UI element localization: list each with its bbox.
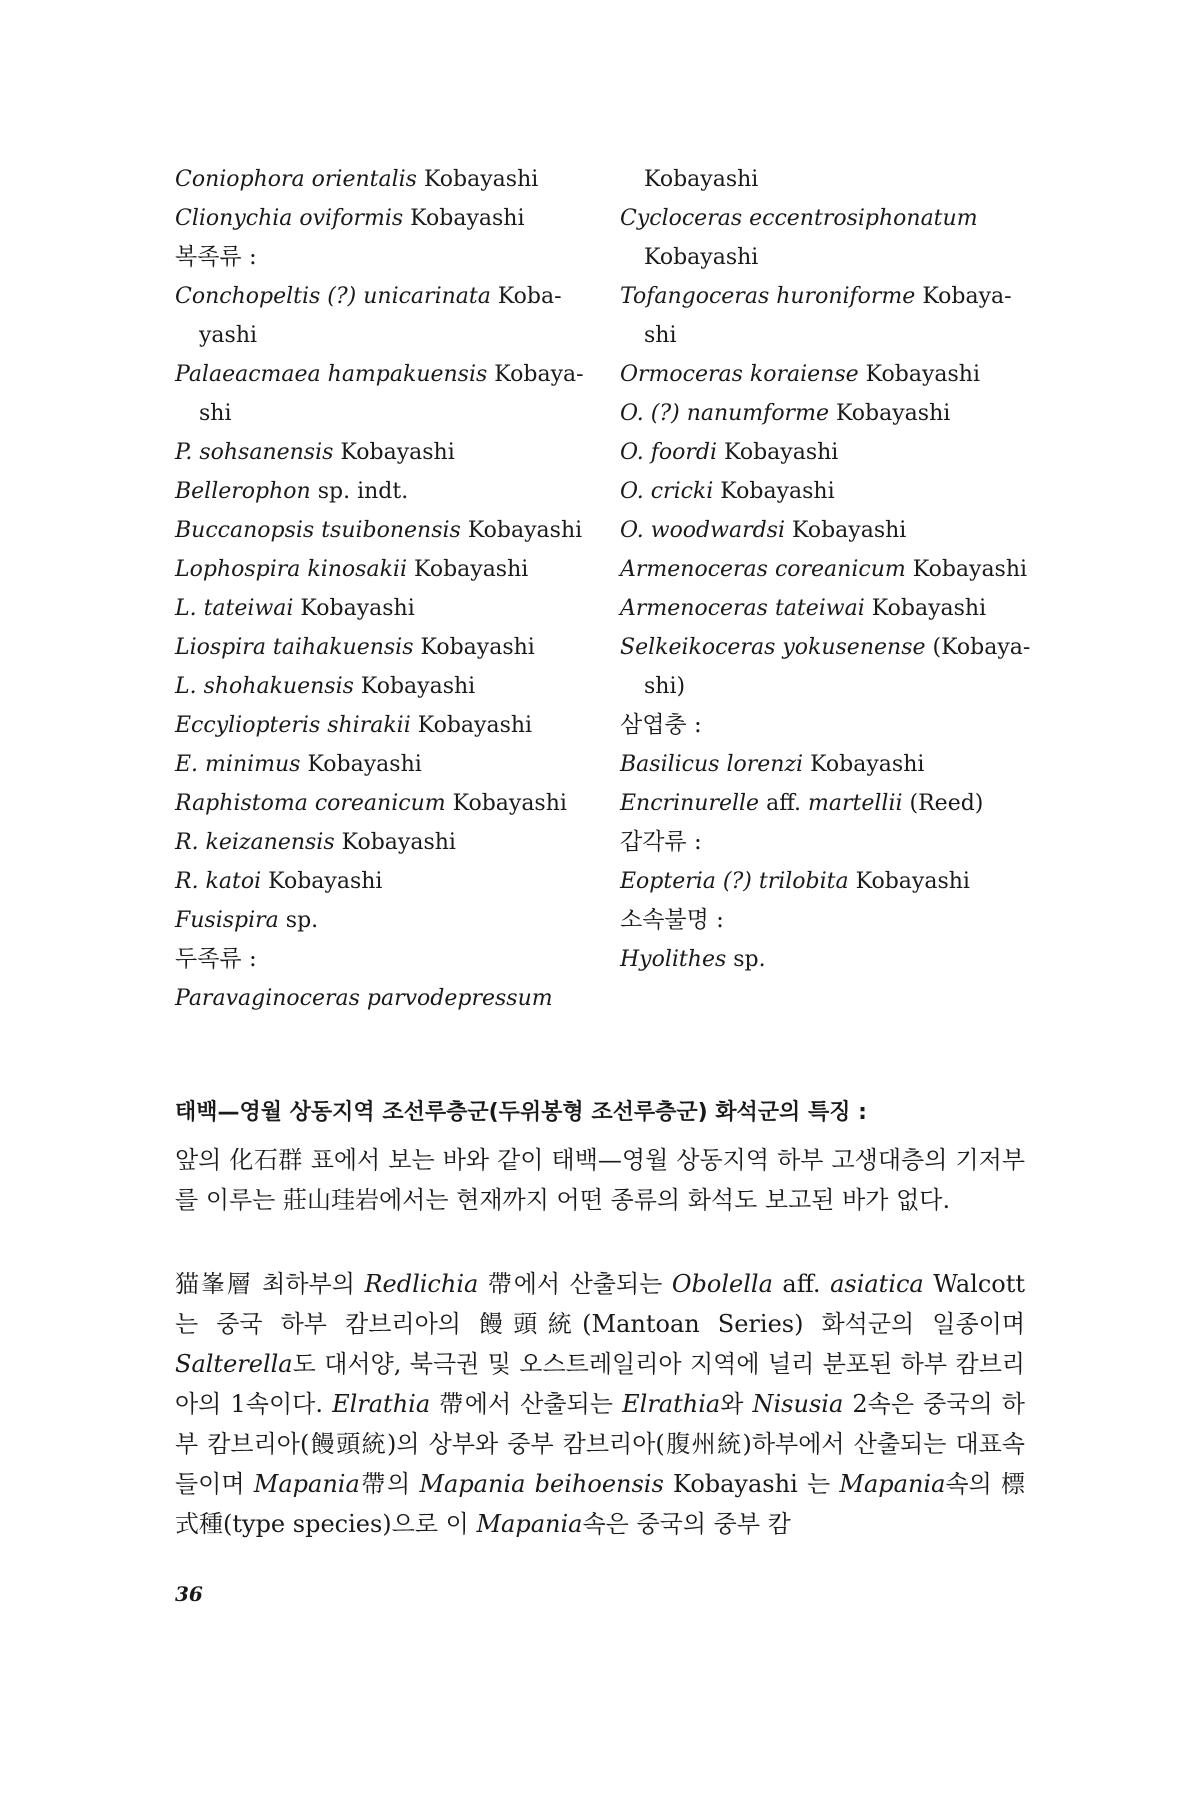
species-entry bbox=[620, 628, 1040, 667]
species-continuation: shi bbox=[644, 323, 677, 348]
species-entry bbox=[620, 472, 1040, 511]
species-name: Ormoceras koraiense bbox=[620, 362, 859, 387]
species-name: O. (?) nanumforme bbox=[620, 401, 829, 426]
left-species-column bbox=[175, 160, 595, 1018]
p2-genus: Salterella bbox=[175, 1350, 293, 1378]
species-author: Kobayashi bbox=[293, 596, 415, 621]
p2-text: 帶에서 산출되는 bbox=[430, 1390, 623, 1418]
taxon-group-heading: 소속불명 : bbox=[620, 907, 724, 933]
species-entry bbox=[620, 940, 1040, 979]
species-author: Kobayashi bbox=[334, 830, 456, 855]
species-author: Kobayashi bbox=[406, 557, 529, 582]
taxon-group-heading: 갑각류 : bbox=[620, 829, 702, 855]
species-entry bbox=[175, 667, 595, 706]
species-entry bbox=[620, 511, 1040, 550]
p2-genus: Nisusia bbox=[752, 1390, 844, 1418]
p2-genus: Mapania beihoensis bbox=[419, 1470, 664, 1498]
species-entry bbox=[175, 745, 595, 784]
species-name: Buccanopsis tsuibonensis bbox=[175, 518, 461, 543]
species-entry bbox=[175, 550, 595, 589]
species-continuation: Kobayashi bbox=[644, 245, 759, 270]
species-entry bbox=[175, 160, 595, 199]
species-author: Kobayashi bbox=[410, 713, 533, 738]
species-entry bbox=[175, 589, 595, 628]
species-author: Kobayashi bbox=[713, 479, 835, 504]
p2-text: 속의 標式種(type species)으로 이 bbox=[175, 1470, 1026, 1538]
species-entry bbox=[175, 511, 595, 550]
section-title: 태백—영월 상동지역 조선루층군(두위봉형 조선루층군) 화석군의 특징 : bbox=[175, 1100, 867, 1125]
species-entry bbox=[175, 472, 595, 511]
p2-genus: Mapania bbox=[839, 1470, 946, 1498]
species-name: Tofangoceras huroniforme bbox=[620, 284, 916, 309]
species-author: Kobaya- bbox=[915, 284, 1012, 309]
p2-text: Walcott 는 중국 하부 캄브리아의 饅頭統(Mantoan Series) 화석군의 일종이며 bbox=[175, 1270, 1026, 1338]
species-name: Conchopeltis (?) unicarinata bbox=[175, 284, 491, 309]
page-number: 36 bbox=[175, 1582, 203, 1606]
species-author: Kobayashi bbox=[445, 791, 567, 816]
species-entry bbox=[620, 589, 1040, 628]
species-author: Kobayashi bbox=[300, 752, 422, 777]
species-author: Kobayashi bbox=[460, 518, 583, 543]
species-entry bbox=[175, 433, 595, 472]
p2-text: 帶에서 산출되는 bbox=[478, 1270, 672, 1298]
species-entry bbox=[620, 355, 1040, 394]
species-author: Kobayashi bbox=[864, 596, 987, 621]
species-author: Kobayashi bbox=[333, 440, 455, 465]
species-author: Kobayashi bbox=[413, 635, 535, 660]
species-entry bbox=[175, 706, 595, 745]
species-author: Kobayashi bbox=[416, 167, 539, 192]
species-name: Armenoceras coreanicum bbox=[620, 557, 906, 582]
p2-genus: asiatica bbox=[830, 1270, 924, 1298]
species-author: Kobayashi bbox=[717, 440, 839, 465]
taxon-group-heading: 복족류 : bbox=[175, 244, 257, 270]
species-entry bbox=[620, 862, 1040, 901]
species-continuation: shi bbox=[199, 401, 232, 426]
p2-text: 猫峯層 최하부의 bbox=[175, 1270, 365, 1298]
species-entry bbox=[620, 745, 1040, 784]
species-author: Koba- bbox=[490, 284, 562, 309]
species-name: E. minimus bbox=[175, 752, 301, 777]
species-name: Raphistoma coreanicum bbox=[175, 791, 446, 816]
species-entry bbox=[175, 199, 595, 238]
p2-text: Kobayashi 는 bbox=[663, 1470, 840, 1498]
species-name: Encrinurelle bbox=[620, 791, 760, 816]
species-name: O. foordi bbox=[620, 440, 718, 465]
species-name: P. sohsanensis bbox=[175, 440, 334, 465]
species-name: Palaeacmaea hampakuensis bbox=[175, 362, 488, 387]
taxon-group-heading: 두족류 : bbox=[175, 946, 257, 972]
species-author: (Kobaya- bbox=[925, 635, 1031, 660]
species-author: Kobayashi bbox=[905, 557, 1028, 582]
species-author: sp. bbox=[278, 908, 319, 933]
species-entry bbox=[175, 979, 595, 1018]
species-name: O. woodwardsi bbox=[620, 518, 786, 543]
species-entry bbox=[620, 433, 1040, 472]
p2-genus: Redlichia bbox=[364, 1270, 479, 1298]
species-entry bbox=[620, 199, 1040, 238]
species-author: Kobayashi bbox=[403, 206, 525, 231]
species-name: Eccyliopteris shirakii bbox=[175, 713, 411, 738]
p2-genus: Mapania bbox=[253, 1470, 360, 1498]
species-name: martellii bbox=[808, 791, 903, 816]
paragraph-2 bbox=[175, 1264, 1025, 1544]
species-author: (Reed) bbox=[902, 791, 984, 816]
species-entry bbox=[175, 901, 595, 940]
species-name: R. keizanensis bbox=[175, 830, 335, 855]
species-author: sp. bbox=[726, 947, 766, 972]
species-author: Kobayashi bbox=[785, 518, 907, 543]
paragraph-1: 앞의 化石群 표에서 보는 바와 같이 태백—영월 상동지역 하부 고생대층의 기저부를 이루는 莊山珪岩에서는 현재까지 어떤 종류의 화석도 보고된 바가 없다. bbox=[175, 1146, 1025, 1214]
species-author: Kobayashi bbox=[803, 752, 925, 777]
species-name: Clionychia oviformis bbox=[175, 206, 404, 231]
species-entry bbox=[175, 784, 595, 823]
p2-text: 속은 중국의 중부 캄 bbox=[582, 1510, 791, 1538]
p2-genus: Elrathia bbox=[332, 1390, 431, 1418]
species-name: Paravaginoceras parvodepressum bbox=[175, 986, 553, 1011]
p2-text: 와 bbox=[720, 1390, 753, 1418]
species-name: L. tateiwai bbox=[175, 596, 294, 621]
species-author: Kobayashi bbox=[848, 869, 970, 894]
p2-text: aff. bbox=[772, 1270, 831, 1298]
species-name: O. cricki bbox=[620, 479, 714, 504]
p2-genus: Elrathia bbox=[622, 1390, 721, 1418]
species-entry bbox=[620, 277, 1040, 316]
species-name: Lophospira kinosakii bbox=[175, 557, 407, 582]
taxon-group-heading: 삼엽충 : bbox=[620, 712, 702, 738]
species-author: sp. indt. bbox=[310, 479, 409, 504]
species-author: Kobayashi bbox=[353, 674, 476, 699]
p2-text: 帶의 bbox=[359, 1470, 420, 1498]
species-author: aff. bbox=[759, 791, 809, 816]
species-name: Selkeikoceras yokusenense bbox=[620, 635, 926, 660]
species-name: Cycloceras eccentrosiphonatum bbox=[620, 206, 978, 231]
p2-text: 도 대서양, 북극권 및 오스트레일리아 지역에 널리 분포된 하부 캄브리아의 1속이다. bbox=[175, 1350, 1025, 1418]
species-author: Kobayashi bbox=[261, 869, 383, 894]
p2-genus: Obolella bbox=[671, 1270, 773, 1298]
species-entry bbox=[175, 823, 595, 862]
species-name: Basilicus lorenzi bbox=[620, 752, 804, 777]
species-continuation: yashi bbox=[199, 323, 258, 348]
species-entry bbox=[175, 277, 595, 316]
species-name: Coniophora orientalis bbox=[175, 167, 417, 192]
species-continuation: Kobayashi bbox=[644, 167, 759, 192]
species-entry bbox=[620, 550, 1040, 589]
species-entry bbox=[620, 394, 1040, 433]
species-name: R. katoi bbox=[175, 869, 262, 894]
species-name: Fusispira bbox=[175, 908, 279, 933]
species-name: Hyolithes bbox=[620, 947, 727, 972]
species-name: L. shohakuensis bbox=[175, 674, 354, 699]
p2-text: 2속은 중국의 하부 캄브리아(饅頭統)의 상부와 중부 캄브리아(腹州統)하부에서 산출되는 대표속들이며 bbox=[175, 1390, 1025, 1498]
species-continuation: shi) bbox=[644, 674, 686, 699]
p2-genus: Mapania bbox=[476, 1510, 583, 1538]
species-entry bbox=[175, 355, 595, 394]
species-entry bbox=[175, 628, 595, 667]
species-author: Kobayashi bbox=[858, 362, 980, 387]
species-author: Kobayashi bbox=[828, 401, 951, 426]
species-name: Armenoceras tateiwai bbox=[620, 596, 865, 621]
species-author: Kobaya- bbox=[487, 362, 584, 387]
species-name: Liospira taihakuensis bbox=[175, 635, 414, 660]
species-name: Eopteria (?) trilobita bbox=[620, 869, 849, 894]
right-species-column bbox=[620, 160, 1040, 979]
species-entry bbox=[620, 784, 1040, 823]
species-entry bbox=[175, 862, 595, 901]
species-name: Bellerophon bbox=[175, 479, 311, 504]
